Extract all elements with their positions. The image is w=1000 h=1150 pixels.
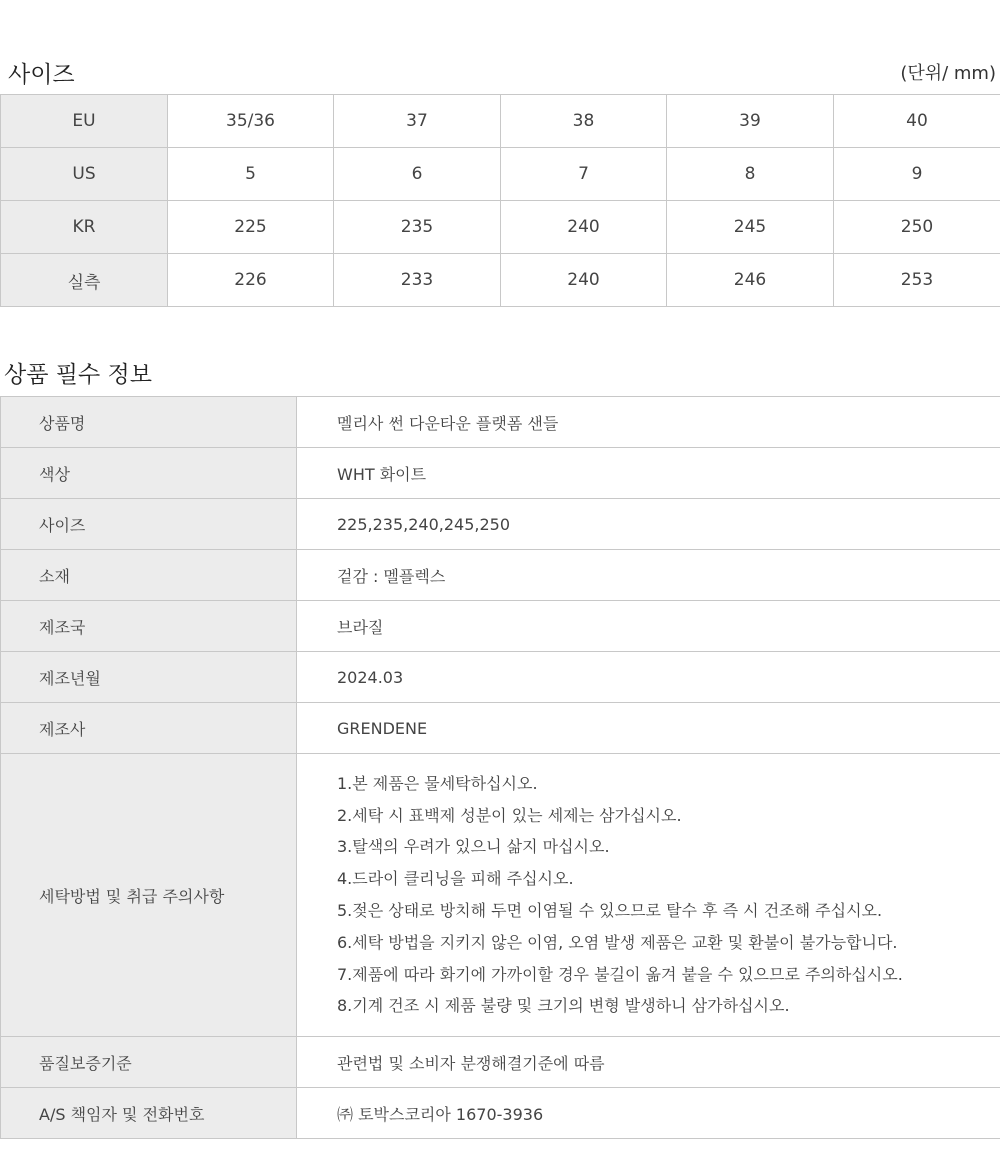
info-label: 소재 bbox=[1, 550, 297, 601]
care-item: 3.탈색의 우려가 있으니 삶지 마십시오. bbox=[337, 837, 610, 857]
size-cell: 9 bbox=[834, 148, 1000, 201]
info-label: 사이즈 bbox=[1, 499, 297, 550]
size-row-label: KR bbox=[1, 201, 168, 254]
info-row bbox=[1, 652, 1000, 703]
info-label: 색상 bbox=[1, 448, 297, 499]
size-cell: 39 bbox=[667, 95, 834, 148]
info-label: 제조국 bbox=[1, 601, 297, 652]
info-row bbox=[1, 550, 1000, 601]
as-contact-row bbox=[1, 1088, 1000, 1139]
care-instructions-row bbox=[1, 754, 1000, 1037]
size-cell: 40 bbox=[834, 95, 1000, 148]
size-row-eu bbox=[1, 95, 1000, 148]
size-cell: 7 bbox=[501, 148, 667, 201]
size-section-header bbox=[0, 56, 1000, 88]
size-row-kr bbox=[1, 201, 1000, 254]
care-list bbox=[337, 768, 999, 1022]
size-table bbox=[0, 94, 1000, 307]
info-row bbox=[1, 448, 1000, 499]
care-item: 1.본 제품은 물세탁하십시오. bbox=[337, 773, 538, 793]
size-row-label: EU bbox=[1, 95, 168, 148]
size-cell: 35/36 bbox=[168, 95, 334, 148]
quality-label: 품질보증기준 bbox=[1, 1037, 297, 1088]
size-cell: 37 bbox=[334, 95, 501, 148]
info-value: 2024.03 bbox=[297, 652, 1000, 703]
size-cell: 250 bbox=[834, 201, 1000, 254]
info-section-title: 상품 필수 정보 bbox=[4, 361, 152, 388]
size-cell: 225 bbox=[168, 201, 334, 254]
size-cell: 240 bbox=[501, 201, 667, 254]
size-cell: 245 bbox=[667, 201, 834, 254]
info-section-header bbox=[0, 355, 1000, 389]
info-row bbox=[1, 397, 1000, 448]
care-item: 6.세탁 방법을 지키지 않은 이염, 오염 발생 제품은 교환 및 환불이 불가능합니다. bbox=[337, 932, 898, 952]
product-info-table bbox=[0, 396, 1000, 1139]
size-cell: 233 bbox=[334, 254, 501, 307]
as-contact-value: ㈜ 토박스코리아 1670-3936 bbox=[297, 1088, 1000, 1139]
size-section-title: 사이즈 bbox=[8, 61, 75, 88]
size-cell: 6 bbox=[334, 148, 501, 201]
size-row-label: 실측 bbox=[1, 254, 168, 307]
size-row-measured bbox=[1, 254, 1000, 307]
care-item: 5.젖은 상태로 방치해 두면 이염될 수 있으므로 탈수 후 즉 시 건조해 주십시오. bbox=[337, 901, 883, 920]
size-row-us bbox=[1, 148, 1000, 201]
info-value: 브라질 bbox=[297, 601, 1000, 652]
info-label: 상품명 bbox=[1, 397, 297, 448]
info-label: 제조년월 bbox=[1, 652, 297, 703]
care-item: 4.드라이 클리닝을 피해 주십시오. bbox=[337, 869, 574, 889]
care-label: 세탁방법 및 취급 주의사항 bbox=[1, 754, 297, 1037]
info-value: GRENDENE bbox=[297, 703, 1000, 754]
quality-row bbox=[1, 1037, 1000, 1088]
care-item: 8.기계 건조 시 제품 불량 및 크기의 변형 발생하니 삼가하십시오. bbox=[337, 996, 790, 1016]
size-cell: 38 bbox=[501, 95, 667, 148]
care-item: 2.세탁 시 표백제 성분이 있는 세제는 삼가십시오. bbox=[337, 805, 682, 825]
size-cell: 226 bbox=[168, 254, 334, 307]
size-row-label: US bbox=[1, 148, 168, 201]
care-value bbox=[297, 754, 1000, 1037]
as-contact-label: A/S 책임자 및 전화번호 bbox=[1, 1088, 297, 1139]
info-row bbox=[1, 703, 1000, 754]
size-cell: 5 bbox=[168, 148, 334, 201]
unit-label: (단위/ mm) bbox=[900, 63, 996, 84]
info-value: 멜리사 썬 다운타운 플랫폼 샌들 bbox=[297, 397, 1000, 448]
info-row bbox=[1, 601, 1000, 652]
size-cell: 253 bbox=[834, 254, 1000, 307]
info-value: WHT 화이트 bbox=[297, 448, 1000, 499]
size-cell: 240 bbox=[501, 254, 667, 307]
info-label: 제조사 bbox=[1, 703, 297, 754]
quality-value: 관련법 및 소비자 분쟁해결기준에 따름 bbox=[297, 1037, 1000, 1088]
care-item: 7.제품에 따라 화기에 가까이할 경우 불길이 옮겨 붙을 수 있으므로 주의하십시오. bbox=[337, 964, 903, 984]
info-value: 겉감 : 멜플렉스 bbox=[297, 550, 1000, 601]
size-cell: 8 bbox=[667, 148, 834, 201]
size-cell: 246 bbox=[667, 254, 834, 307]
info-value: 225,235,240,245,250 bbox=[297, 499, 1000, 550]
size-cell: 235 bbox=[334, 201, 501, 254]
info-row bbox=[1, 499, 1000, 550]
